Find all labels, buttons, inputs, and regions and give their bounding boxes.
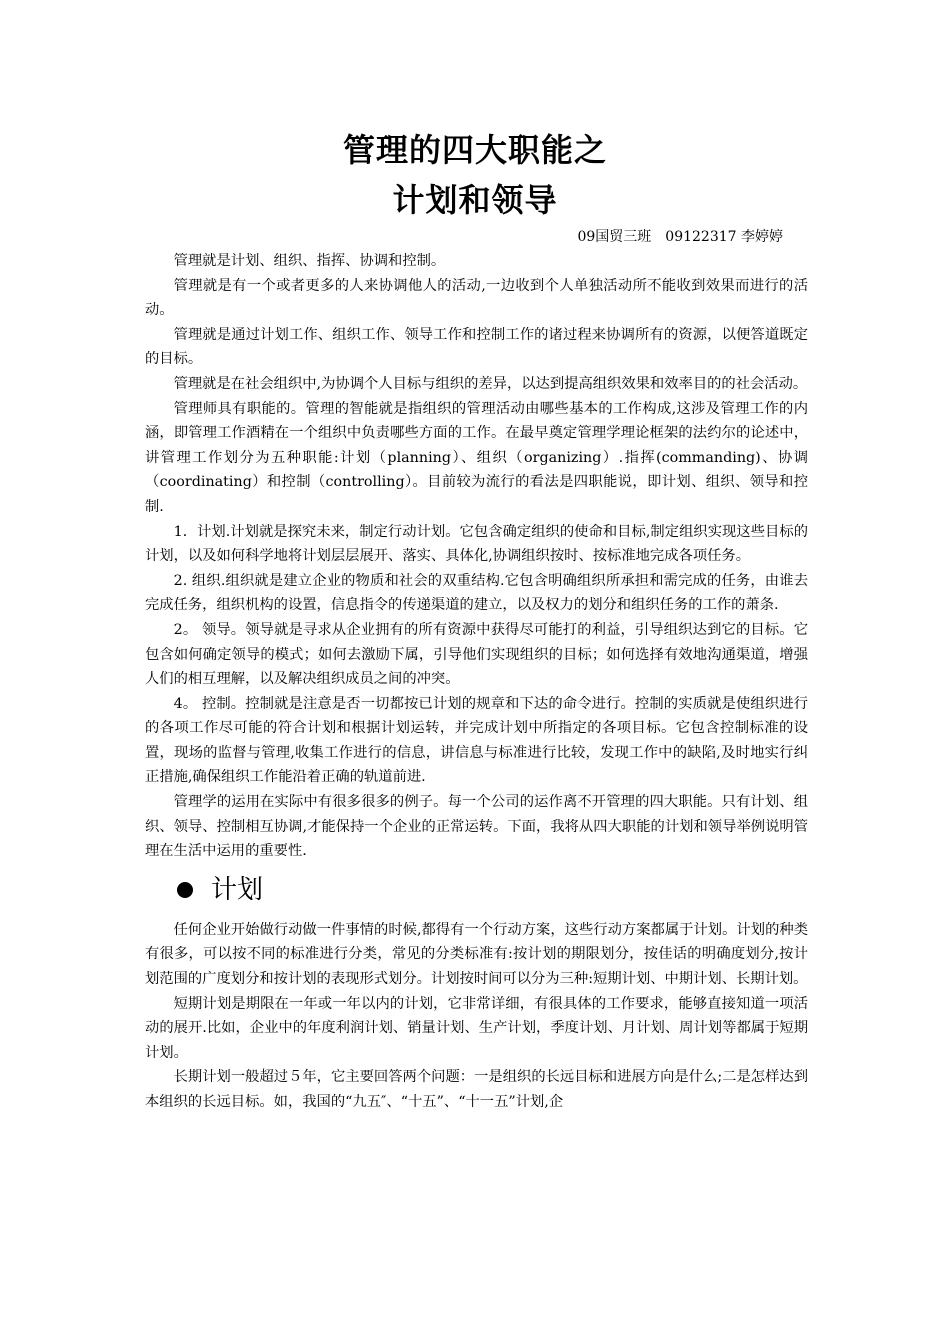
paragraph: 2. 组织.组织就是建立企业的物质和社会的双重结构.它包含明确组织所承担和需完成的任务，由谁去完成任务，组织机构的设置，信息指令的传递渠道的建立，以及权力的划分和组织任务的工作的萧条.: [145, 572, 808, 614]
paragraph: 1．计划.计划就是探究未来，制定行动计划。它包含确定组织的使命和目标,制定组织实现这些目标的计划，以及如何科学地将计划层层展开、落实、具体化,协调组织按时、按标准地完成各项任务。: [145, 523, 808, 565]
section-title: 计划: [211, 874, 264, 905]
paragraph: 管理就是在社会组织中,为协调个人目标与组织的差异，以达到提高组织效果和效率目的的社会活动。: [173, 375, 808, 392]
paragraph: 管理师具有职能的。管理的智能就是指组织的管理活动由哪些基本的工作构成,这涉及管理工作的内涵，即管理工作酒精在一个组织中负责哪些方面的工作。在最早奠定管理学理论框架的法约尔的论述中，讲管理工作划分为五种职能:计划（planning）、组织（organizing）.指挥(commanding)、协调（coordinating）和控制（controlling）。目前较为流行的看法是四职能说，即计划、组织、领导和控制.: [145, 400, 808, 515]
paragraph: 短期计划是期限在一年或一年以内的计划，它非常详细，有很具体的工作要求，能够直接知道一项活动的展开.比如，企业中的年度利润计划、销量计划、生产计划，季度计划、月计划、周计划等都属于短期计划。: [145, 995, 808, 1061]
paragraph: 2。 领导。领导就是寻求从企业拥有的所有资源中获得尽可能打的利益，引导组织达到它的目标。它包含如何确定领导的模式；如何去激励下属，引导他们实现组织的目标；如何选择有效地沟通渠道，增强人们的相互理解，以及解决组织成员之间的冲突。: [145, 621, 808, 688]
paragraph: 长期计划一般超过５年，它主要回答两个问题：一是组织的长远目标和进展方向是什么;二是怎样达到本组织的长远目标。如，我国的“九五″、“十五”、“十一五”计划,企: [145, 1069, 808, 1110]
bullet-dot-icon: [177, 882, 193, 898]
document-title-line-1: 管理的四大职能之: [342, 131, 607, 169]
document-body: [145, 249, 808, 1115]
paragraph: 管理就是有一个或者更多的人来协调他人的活动,一边收到个人单独活动所不能收到效果而进行的活动。: [145, 277, 808, 319]
document-title-line-2: 计划和领导: [392, 181, 558, 219]
section-heading-plan: [145, 870, 808, 910]
paragraph: 管理学的运用在实际中有很多很多的例子。每一个公司的运作离不开管理的四大职能。只有计划、组织、领导、控制相互协调,才能保持一个企业的正常运转。下面，我将从四大职能的计划和领导举例说明管理在生活中运用的重要性.: [145, 794, 808, 860]
paragraph: 管理就是计划、组织、指挥、协调和控制。: [173, 253, 446, 269]
author-line: 09国贸三班 09122317 李婷婷: [577, 229, 783, 245]
paragraph: 任何企业开始做行动做一件事情的时候,都得有一个行动方案，这些行动方案都属于计划。计划的种类有很多，可以按不同的标准进行分类，常见的分类标准有:按计划的期限划分，按佳话的明确度划分,按计划范围的广度划分和按计划的表现形式划分。计划按时间可以分为三种:短期计划、中期计划、长期计划。: [145, 921, 808, 988]
paragraph: 4。 控制。控制就是注意是否一切都按已计划的规章和下达的命令进行。控制的实质就是使组织进行的各项工作尽可能的符合计划和根据计划运转，并完成计划中所指定的各项目标。它包含控制标准的设置，现场的监督与管理,收集工作进行的信息，讲信息与标准进行比较，发现工作中的缺陷,及时地实行纠正措施,确保组织工作能沿着正确的轨道前进.: [145, 695, 808, 786]
paragraph: 管理就是通过计划工作、组织工作、领导工作和控制工作的诸过程来协调所有的资源，以便答道既定的目标。: [145, 326, 808, 368]
